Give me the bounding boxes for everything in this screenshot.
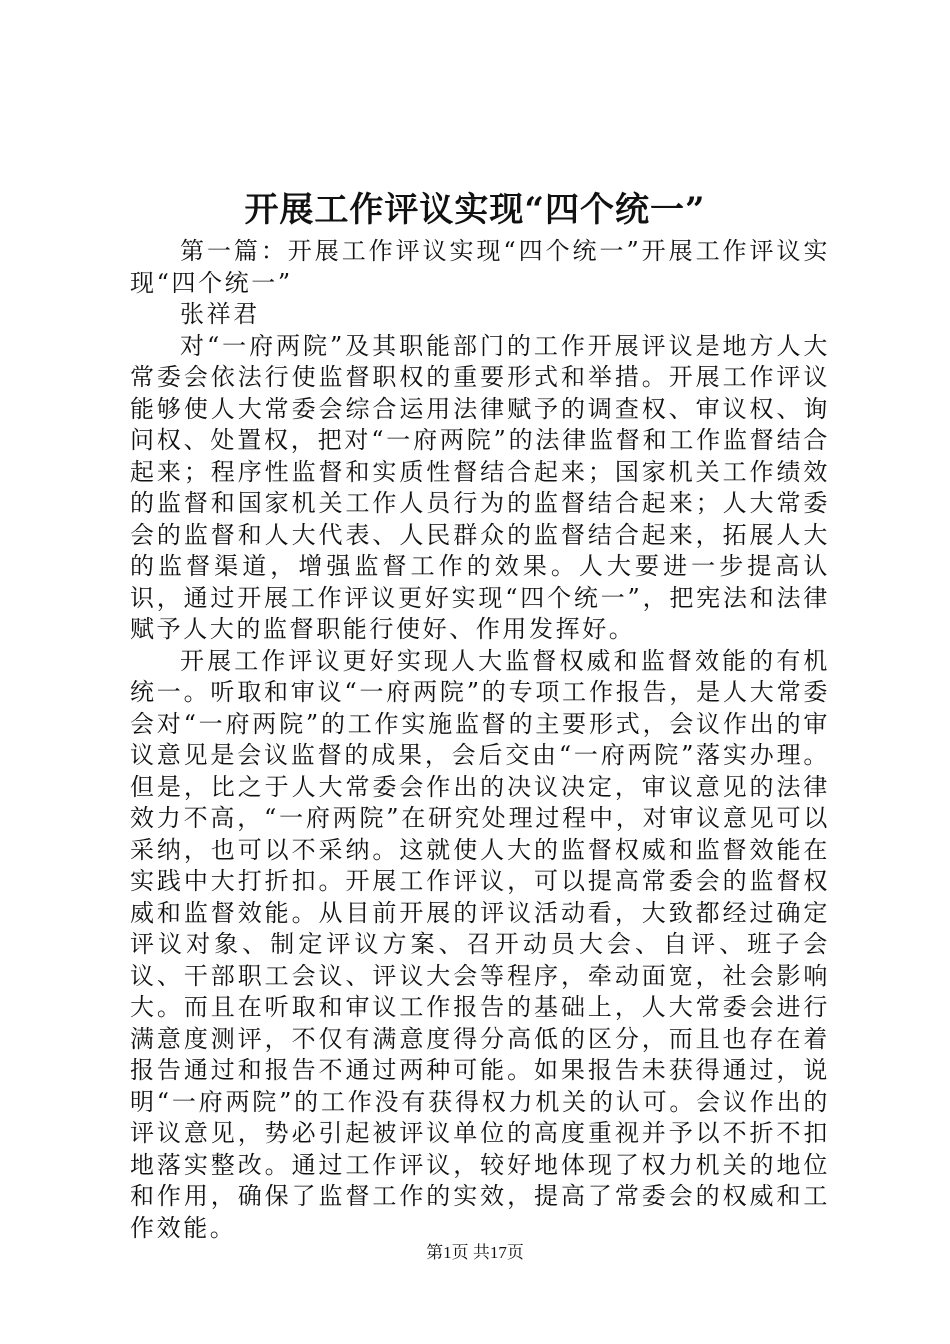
paragraph-body: 开展工作评议更好实现人大监督权威和监督效能的有机统一。听取和审议“一府两院”的专项工作报告，是人大常委会对“一府两院”的工作实施监督的主要形式，会议作出的审议意见是会议监督的成果，会后交由“一府两院”落实办理。但是，比之于人大常委会作出的决议决定，审议意见的法律效力不高，“一府两院”在研究处理过程中，对审议意见可以采纳，也可以不采纳。这就使人大的监督权威和监督效能在实践中大打折扣。开展工作评议，可以提高常委会的监督权威和监督效能。从目前开展的评议活动看，大致都经过确定评议对象、制定评议方案、召开动员大会、自评、班子会议、干部职工会议、评议大会等程序，牵动面宽，社会影响大。而且在听取和审议工作报告的基础上，人大常委会进行满意度测评，不仅有满意度得分高低的区分，而且也存在着报告通过和报告不通过两种可能。如果报告未获得通过，说明“一府两院”的工作没有获得权力机关的认可。会议作出的评议意见，势必引起被评议单位的高度重视并予以不折不扣地落实整改。通过工作评议，较好地体现了权力机关的地位和作用，确保了监督工作的实效，提高了常委会的权威和工作效能。 (130, 646, 830, 1242)
document-title: 开展工作评议实现“四个统一” (244, 190, 706, 230)
document-body (130, 236, 830, 1244)
paragraph-author: 张祥君 (180, 300, 260, 328)
page-number-footer: 第1页 共17页 (426, 1243, 524, 1262)
paragraph-intro: 对“一府两院”及其职能部门的工作开展评议是地方人大常委会依法行使监督职权的重要形式和举措。开展工作评议能够使人大常委会综合运用法律赋予的调查权、审议权、询问权、处置权，把对“一府两院”的法律监督和工作监督结合起来；程序性监督和实质性督结合起来；国家机关工作绩效的监督和国家机关工作人员行为的监督结合起来；人大常委会的监督和人大代表、人民群众的监督结合起来，拓展人大的监督渠道，增强监督工作的效果。人大要进一步提高认识，通过开展工作评议更好实现“四个统一”，把宪法和法律赋予人大的监督职能行使好、作用发挥好。 (130, 331, 830, 643)
paragraph-heading: 第一篇：开展工作评议实现“四个统一”开展工作评议实现“四个统一” (130, 237, 830, 297)
